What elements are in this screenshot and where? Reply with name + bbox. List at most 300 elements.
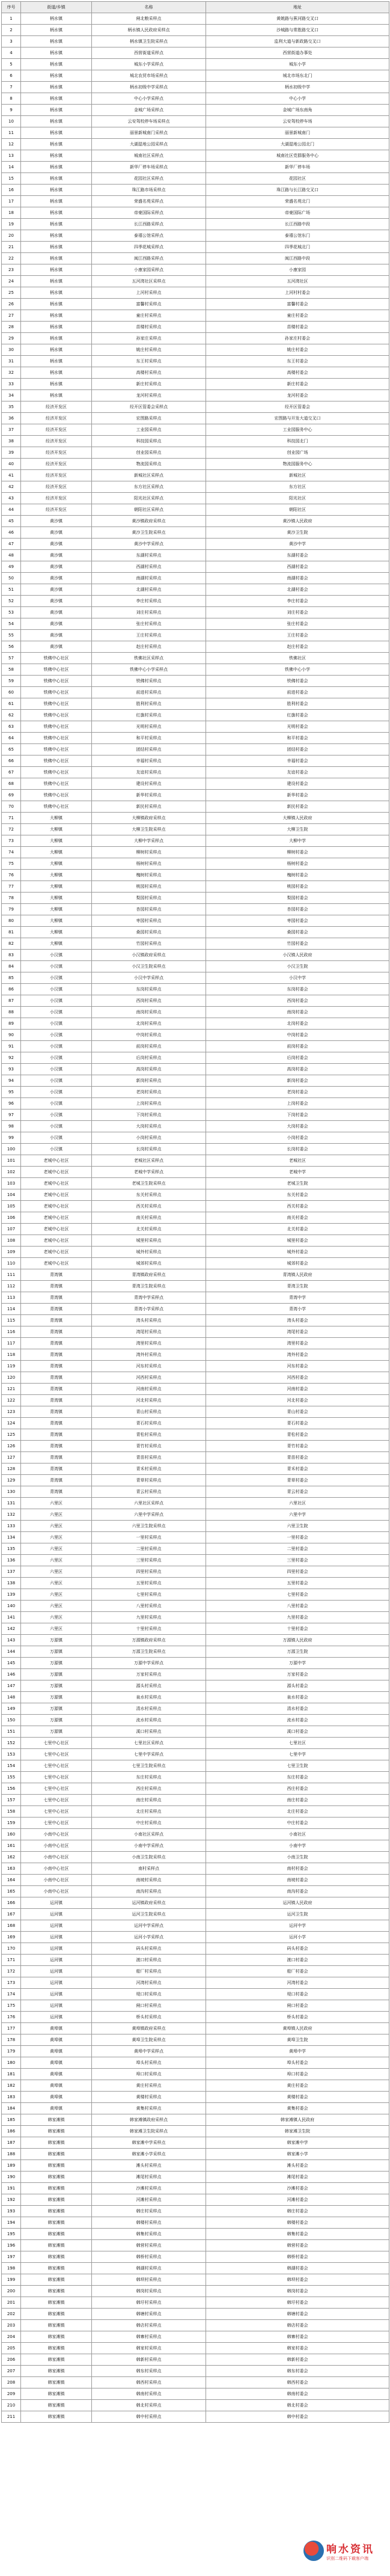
table-row — [2, 25, 389, 36]
table-row — [2, 1578, 389, 1589]
cell-street: 柄水镇 — [21, 127, 92, 139]
cell-name: 新岗村采样点 — [92, 1075, 206, 1087]
cell-index: 123 — [2, 1406, 21, 1418]
cell-address: 小南卫生院 — [206, 1852, 389, 1863]
table-row — [2, 744, 389, 755]
cell-street: 六里区 — [21, 1578, 92, 1589]
cell-address: 七里卫生院 — [206, 1760, 389, 1772]
cell-address: 黄楼村委会 — [206, 2092, 389, 2103]
cell-name: 韩新村采样点 — [92, 2354, 206, 2366]
cell-address: 黄埠卫生院 — [206, 2034, 389, 2046]
cell-name: 桑园村采样点 — [92, 927, 206, 938]
table-row — [2, 2251, 389, 2263]
cell-street: 七里中心社区 — [21, 1760, 92, 1772]
cell-name: 下岗村采样点 — [92, 1109, 206, 1121]
table-row — [2, 1669, 389, 1680]
cell-name: 青山村采样点 — [92, 1406, 206, 1418]
cell-street: 柄水镇 — [21, 47, 92, 59]
cell-street: 韩家滩镇 — [21, 2297, 92, 2309]
cell-street: 柄水镇 — [21, 59, 92, 70]
cell-name: 胜利村采样点 — [92, 698, 206, 710]
cell-index: 39 — [2, 447, 21, 459]
table-row — [2, 1155, 389, 1167]
cell-name: 富馨村采样点 — [92, 299, 206, 310]
table-row — [2, 2206, 389, 2217]
cell-address: 东岗村委会 — [206, 984, 389, 995]
cell-name: 西关村采样点 — [92, 1201, 206, 1212]
cell-name: 杨树村采样点 — [92, 858, 206, 870]
cell-address: 韩南村委会 — [206, 2388, 389, 2400]
cell-address: 南湖村委会 — [206, 573, 389, 584]
cell-name: 高岗村采样点 — [92, 1064, 206, 1075]
table-row — [2, 801, 389, 813]
cell-name: 青禾村采样点 — [92, 1463, 206, 1475]
cell-name: 城外村采样点 — [92, 1247, 206, 1258]
table-row — [2, 322, 389, 333]
cell-street: 老城中心社区 — [21, 1167, 92, 1178]
table-row — [2, 881, 389, 893]
cell-street: 韩家滩镇 — [21, 2240, 92, 2251]
cell-name: 流水村采样点 — [92, 1715, 206, 1726]
cell-address: 小岗村委会 — [206, 1132, 389, 1144]
cell-index: 182 — [2, 2080, 21, 2092]
cell-street: 青湾镇 — [21, 1292, 92, 1304]
cell-street: 韩家滩镇 — [21, 2194, 92, 2206]
cell-address: 湾尾村委会 — [206, 1326, 389, 1338]
cell-index: 45 — [2, 516, 21, 527]
cell-index: 176 — [2, 2012, 21, 2023]
cell-address: 三里村委会 — [206, 1555, 389, 1566]
cell-street: 青湾镇 — [21, 1338, 92, 1349]
table-row — [2, 2137, 389, 2149]
cell-index: 178 — [2, 2034, 21, 2046]
cell-address: 源头村委会 — [206, 1680, 389, 1692]
cell-address: 桑园村委会 — [206, 927, 389, 938]
cell-name: 六里社区采样点 — [92, 1498, 206, 1509]
cell-street: 六里区 — [21, 1623, 92, 1635]
cell-street: 七里中心社区 — [21, 1818, 92, 1829]
table-row — [2, 1395, 389, 1406]
cell-street: 六里区 — [21, 1498, 92, 1509]
cell-address: 黄庄村委会 — [206, 2080, 389, 2092]
table-row — [2, 1178, 389, 1189]
cell-address: 丽景新城南门 — [206, 127, 389, 139]
cell-name: 韩中村采样点 — [92, 2411, 206, 2423]
cell-street: 韩家滩镇 — [21, 2331, 92, 2343]
table-row — [2, 219, 389, 230]
table-row — [2, 2309, 389, 2320]
cell-address: 万源中学 — [206, 1658, 389, 1669]
cell-address: 河东村委会 — [206, 1361, 389, 1372]
cell-index: 156 — [2, 1783, 21, 1795]
cell-street: 黄埠镇 — [21, 2023, 92, 2034]
cell-address: 珠江路与长江路交叉口 — [206, 185, 389, 196]
cell-index: 209 — [2, 2388, 21, 2400]
table-row — [2, 470, 389, 481]
cell-name: 大柳卫生院采样点 — [92, 824, 206, 835]
cell-address: 青湾中学 — [206, 1292, 389, 1304]
table-row — [2, 1224, 389, 1235]
table-row — [2, 2320, 389, 2331]
cell-street: 小汉镇 — [21, 1030, 92, 1041]
table-row — [2, 1406, 389, 1418]
cell-index: 205 — [2, 2343, 21, 2354]
cell-street: 柄水镇 — [21, 70, 92, 82]
cell-index: 186 — [2, 2126, 21, 2137]
cell-address: 东湖村委会 — [206, 550, 389, 561]
cell-index: 97 — [2, 1109, 21, 1121]
cell-name: 小南社区采样点 — [92, 1829, 206, 1840]
cell-name: 新民村采样点 — [92, 801, 206, 813]
cell-name: 姚庄村采样点 — [92, 344, 206, 356]
cell-address: 新华厂停车场 — [206, 162, 389, 173]
cell-street: 万源镇 — [21, 1680, 92, 1692]
table-header — [2, 2, 389, 13]
watermark-logo-icon — [303, 2541, 324, 2561]
table-row — [2, 630, 389, 641]
table-row — [2, 59, 389, 70]
cell-name: 黄沙卫生院采样点 — [92, 527, 206, 539]
table-row — [2, 150, 389, 162]
cell-index: 103 — [2, 1178, 21, 1189]
cell-index: 93 — [2, 1064, 21, 1075]
cell-index: 55 — [2, 630, 21, 641]
cell-street: 黄埠镇 — [21, 2080, 92, 2092]
cell-name: 湾头村采样点 — [92, 1315, 206, 1326]
cell-index: 100 — [2, 1144, 21, 1155]
cell-address: 九里村委会 — [206, 1612, 389, 1623]
table-row — [2, 1715, 389, 1726]
table-row — [2, 493, 389, 504]
cell-street: 柄水镇 — [21, 310, 92, 322]
cell-name: 韩家滩中学采样点 — [92, 2137, 206, 2149]
cell-index: 62 — [2, 710, 21, 721]
table-row — [2, 2012, 389, 2023]
cell-address: 湾外村委会 — [206, 1349, 389, 1361]
cell-address: 二里村委会 — [206, 1543, 389, 1555]
cell-street: 黄沙镇 — [21, 527, 92, 539]
table-row — [2, 1304, 389, 1315]
cell-street: 青湾镇 — [21, 1463, 92, 1475]
table-row — [2, 504, 389, 516]
cell-street: 柄水镇 — [21, 367, 92, 379]
cell-index: 86 — [2, 984, 21, 995]
table-row — [2, 2114, 389, 2126]
table-row — [2, 1635, 389, 1646]
cell-address: 大柳中学 — [206, 835, 389, 847]
cell-address: 姚庄村委会 — [206, 344, 389, 356]
cell-index: 35 — [2, 401, 21, 413]
cell-street: 六里区 — [21, 1555, 92, 1566]
cell-index: 84 — [2, 961, 21, 972]
cell-street: 大柳镇 — [21, 847, 92, 858]
cell-name: 三里村采样点 — [92, 1555, 206, 1566]
cell-street: 小汉镇 — [21, 1132, 92, 1144]
cell-name: 新庄村采样点 — [92, 379, 206, 390]
cell-street: 黄埠镇 — [21, 2103, 92, 2114]
cell-address: 东关村委会 — [206, 1189, 389, 1201]
cell-address: 韩新村委会 — [206, 2354, 389, 2366]
cell-street: 铁佛中心社区 — [21, 698, 92, 710]
cell-street: 小汉镇 — [21, 1087, 92, 1098]
cell-index: 17 — [2, 196, 21, 207]
table-row — [2, 858, 389, 870]
cell-name: 闸北粮采样点 — [92, 13, 206, 25]
cell-index: 96 — [2, 1098, 21, 1109]
cell-street: 柄水镇 — [21, 276, 92, 287]
cell-name: 河南村采样点 — [92, 1384, 206, 1395]
cell-name: 泰禧公馆采样点 — [92, 230, 206, 242]
cell-name: 长江西路采样点 — [92, 219, 206, 230]
cell-address: 龙河村委会 — [206, 390, 389, 401]
header-address: 地址 — [206, 2, 389, 13]
table-row — [2, 1601, 389, 1612]
cell-index: 12 — [2, 139, 21, 150]
cell-address: 苗楼村委会 — [206, 322, 389, 333]
cell-address: 南岗村委会 — [206, 1007, 389, 1018]
table-row — [2, 367, 389, 379]
cell-index: 42 — [2, 481, 21, 493]
cell-index: 26 — [2, 299, 21, 310]
cell-street: 铁佛中心社区 — [21, 687, 92, 698]
cell-index: 30 — [2, 344, 21, 356]
cell-address: 青石村委会 — [206, 1418, 389, 1429]
cell-index: 48 — [2, 550, 21, 561]
table-row — [2, 2080, 389, 2092]
cell-name: 小汉中学采样点 — [92, 972, 206, 984]
cell-street: 韩家滩镇 — [21, 2377, 92, 2388]
cell-index: 151 — [2, 1726, 21, 1738]
cell-name: 老城中学采样点 — [92, 1167, 206, 1178]
table-row — [2, 1030, 389, 1041]
cell-street: 小汉镇 — [21, 984, 92, 995]
cell-street: 小南中心社区 — [21, 1875, 92, 1886]
cell-index: 200 — [2, 2286, 21, 2297]
cell-address: 西湖村委会 — [206, 561, 389, 573]
cell-street: 小汉镇 — [21, 950, 92, 961]
table-row — [2, 641, 389, 653]
cell-street: 运河镇 — [21, 1897, 92, 1909]
cell-index: 54 — [2, 618, 21, 630]
cell-street: 万源镇 — [21, 1635, 92, 1646]
cell-address: 青云村委会 — [206, 1486, 389, 1498]
cell-name: 青湾卫生院采样点 — [92, 1281, 206, 1292]
table-row — [2, 1589, 389, 1601]
table-row — [2, 710, 389, 721]
cell-name: 韩家滩镇政府采样点 — [92, 2114, 206, 2126]
cell-street: 六里区 — [21, 1612, 92, 1623]
cell-street: 运河镇 — [21, 1943, 92, 1955]
cell-address: 七里村委会 — [206, 1589, 389, 1601]
cell-street: 柄水镇 — [21, 82, 92, 93]
table-row — [2, 596, 389, 607]
cell-street: 青湾镇 — [21, 1315, 92, 1326]
table-row — [2, 344, 389, 356]
cell-name: 南坡村采样点 — [92, 1875, 206, 1886]
table-row — [2, 1247, 389, 1258]
cell-address: 运河小学 — [206, 1932, 389, 1943]
table-row — [2, 721, 389, 733]
table-row — [2, 310, 389, 322]
cell-index: 207 — [2, 2366, 21, 2377]
cell-street: 六里区 — [21, 1543, 92, 1555]
cell-address: 埠头村委会 — [206, 2057, 389, 2069]
cell-address: 东庄村委会 — [206, 1772, 389, 1783]
cell-street: 韩家滩镇 — [21, 2263, 92, 2274]
cell-address: 城里村委会 — [206, 1235, 389, 1247]
cell-street: 青湾镇 — [21, 1326, 92, 1338]
cell-index: 187 — [2, 2137, 21, 2149]
cell-index: 161 — [2, 1840, 21, 1852]
cell-address: 南村村委会 — [206, 1863, 389, 1875]
cell-address: 湾头村委会 — [206, 1315, 389, 1326]
cell-name: 花园社区采样点 — [92, 173, 206, 185]
cell-name: 铁佛中心小学采样点 — [92, 664, 206, 676]
cell-index: 108 — [2, 1235, 21, 1247]
cell-address: 长江西路中段 — [206, 219, 389, 230]
cell-index: 24 — [2, 276, 21, 287]
table-row — [2, 676, 389, 687]
cell-address: 幸福村委会 — [206, 755, 389, 767]
cell-street: 小汉镇 — [21, 1007, 92, 1018]
cell-name: 东方社区采样点 — [92, 481, 206, 493]
cell-address: 东方社区 — [206, 481, 389, 493]
table-row — [2, 1429, 389, 1441]
cell-index: 137 — [2, 1566, 21, 1578]
cell-name: 小岗村采样点 — [92, 1132, 206, 1144]
cell-name: 荣盛名苑采样点 — [92, 196, 206, 207]
table-row — [2, 1886, 389, 1897]
cell-street: 万源镇 — [21, 1692, 92, 1703]
table-row — [2, 1109, 389, 1121]
table-row — [2, 607, 389, 618]
cell-index: 57 — [2, 653, 21, 664]
cell-index: 73 — [2, 835, 21, 847]
cell-index: 120 — [2, 1372, 21, 1384]
cell-name: 王庄村采样点 — [92, 630, 206, 641]
cell-address: 东王村委会 — [206, 356, 389, 367]
cell-street: 老城中心社区 — [21, 1247, 92, 1258]
table-row — [2, 755, 389, 767]
table-row — [2, 13, 389, 25]
table-row — [2, 1863, 389, 1875]
cell-name: 二里村采样点 — [92, 1543, 206, 1555]
cell-address: 韩北村委会 — [206, 2400, 389, 2411]
cell-address: 河西村委会 — [206, 1372, 389, 1384]
cell-index: 34 — [2, 390, 21, 401]
cell-street: 青湾镇 — [21, 1475, 92, 1486]
cell-index: 76 — [2, 870, 21, 881]
cell-index: 95 — [2, 1087, 21, 1098]
header-row — [2, 2, 389, 13]
cell-street: 韩家滩镇 — [21, 2206, 92, 2217]
table-row — [2, 2343, 389, 2354]
cell-street: 青湾镇 — [21, 1269, 92, 1281]
cell-index: 80 — [2, 915, 21, 927]
cell-street: 韩家滩镇 — [21, 2126, 92, 2137]
cell-address: 运河中学 — [206, 1920, 389, 1932]
table-row — [2, 2240, 389, 2251]
cell-address: 韩桥村委会 — [206, 2251, 389, 2263]
cell-street: 柄水镇 — [21, 299, 92, 310]
cell-address: 闸口村委会 — [206, 2000, 389, 2012]
table-row — [2, 1875, 389, 1886]
cell-name: 柄水镇卫生院采样点 — [92, 36, 206, 47]
cell-street: 六里区 — [21, 1532, 92, 1543]
table-row — [2, 1692, 389, 1703]
table-row — [2, 767, 389, 778]
cell-index: 121 — [2, 1384, 21, 1395]
cell-name: 韩西村采样点 — [92, 2377, 206, 2388]
cell-index: 177 — [2, 2023, 21, 2034]
cell-index: 174 — [2, 1989, 21, 2000]
table-row — [2, 70, 389, 82]
table-row — [2, 264, 389, 276]
header-name: 名称 — [92, 2, 206, 13]
cell-index: 197 — [2, 2251, 21, 2263]
cell-name: 中心小学采样点 — [92, 93, 206, 105]
cell-index: 29 — [2, 333, 21, 344]
table-row — [2, 276, 389, 287]
cell-name: 黄埠卫生院采样点 — [92, 2034, 206, 2046]
cell-street: 黄沙镇 — [21, 561, 92, 573]
cell-address: 城外村委会 — [206, 1247, 389, 1258]
cell-index: 184 — [2, 2103, 21, 2114]
cell-street: 韩家滩镇 — [21, 2229, 92, 2240]
cell-address: 经开区管委会 — [206, 401, 389, 413]
cell-name: 一里村采样点 — [92, 1532, 206, 1543]
cell-street: 柄水镇 — [21, 173, 92, 185]
cell-street: 铁佛中心社区 — [21, 767, 92, 778]
cell-index: 199 — [2, 2274, 21, 2286]
cell-index: 11 — [2, 127, 21, 139]
cell-name: 九里村采样点 — [92, 1612, 206, 1623]
cell-street: 韩家滩镇 — [21, 2343, 92, 2354]
table-row — [2, 1920, 389, 1932]
cell-index: 157 — [2, 1795, 21, 1806]
cell-street: 黄沙镇 — [21, 630, 92, 641]
table-row — [2, 253, 389, 264]
cell-address: 工业园服务中心 — [206, 424, 389, 436]
cell-index: 74 — [2, 847, 21, 858]
table-row — [2, 938, 389, 950]
table-row — [2, 904, 389, 915]
cell-address: 城北市场东北门 — [206, 70, 389, 82]
cell-index: 27 — [2, 310, 21, 322]
cell-street: 大柳镇 — [21, 927, 92, 938]
table-row — [2, 1144, 389, 1155]
cell-index: 163 — [2, 1863, 21, 1875]
cell-street: 运河镇 — [21, 1989, 92, 2000]
cell-index: 72 — [2, 824, 21, 835]
cell-index: 145 — [2, 1658, 21, 1669]
cell-name: 小南卫生院采样点 — [92, 1852, 206, 1863]
cell-address: 南关村委会 — [206, 1212, 389, 1224]
cell-name: 中庄村采样点 — [92, 1818, 206, 1829]
cell-index: 204 — [2, 2331, 21, 2343]
table-row — [2, 162, 389, 173]
cell-street: 七里中心社区 — [21, 1738, 92, 1749]
cell-street: 青湾镇 — [21, 1441, 92, 1452]
cell-address: 西关村委会 — [206, 1201, 389, 1212]
table-row — [2, 2103, 389, 2114]
cell-index: 202 — [2, 2309, 21, 2320]
cell-street: 六里区 — [21, 1566, 92, 1578]
cell-street: 青湾镇 — [21, 1429, 92, 1441]
cell-address: 城郊村委会 — [206, 1258, 389, 1269]
cell-name: 五里村采样点 — [92, 1578, 206, 1589]
cell-name: 青湾小学采样点 — [92, 1304, 206, 1315]
